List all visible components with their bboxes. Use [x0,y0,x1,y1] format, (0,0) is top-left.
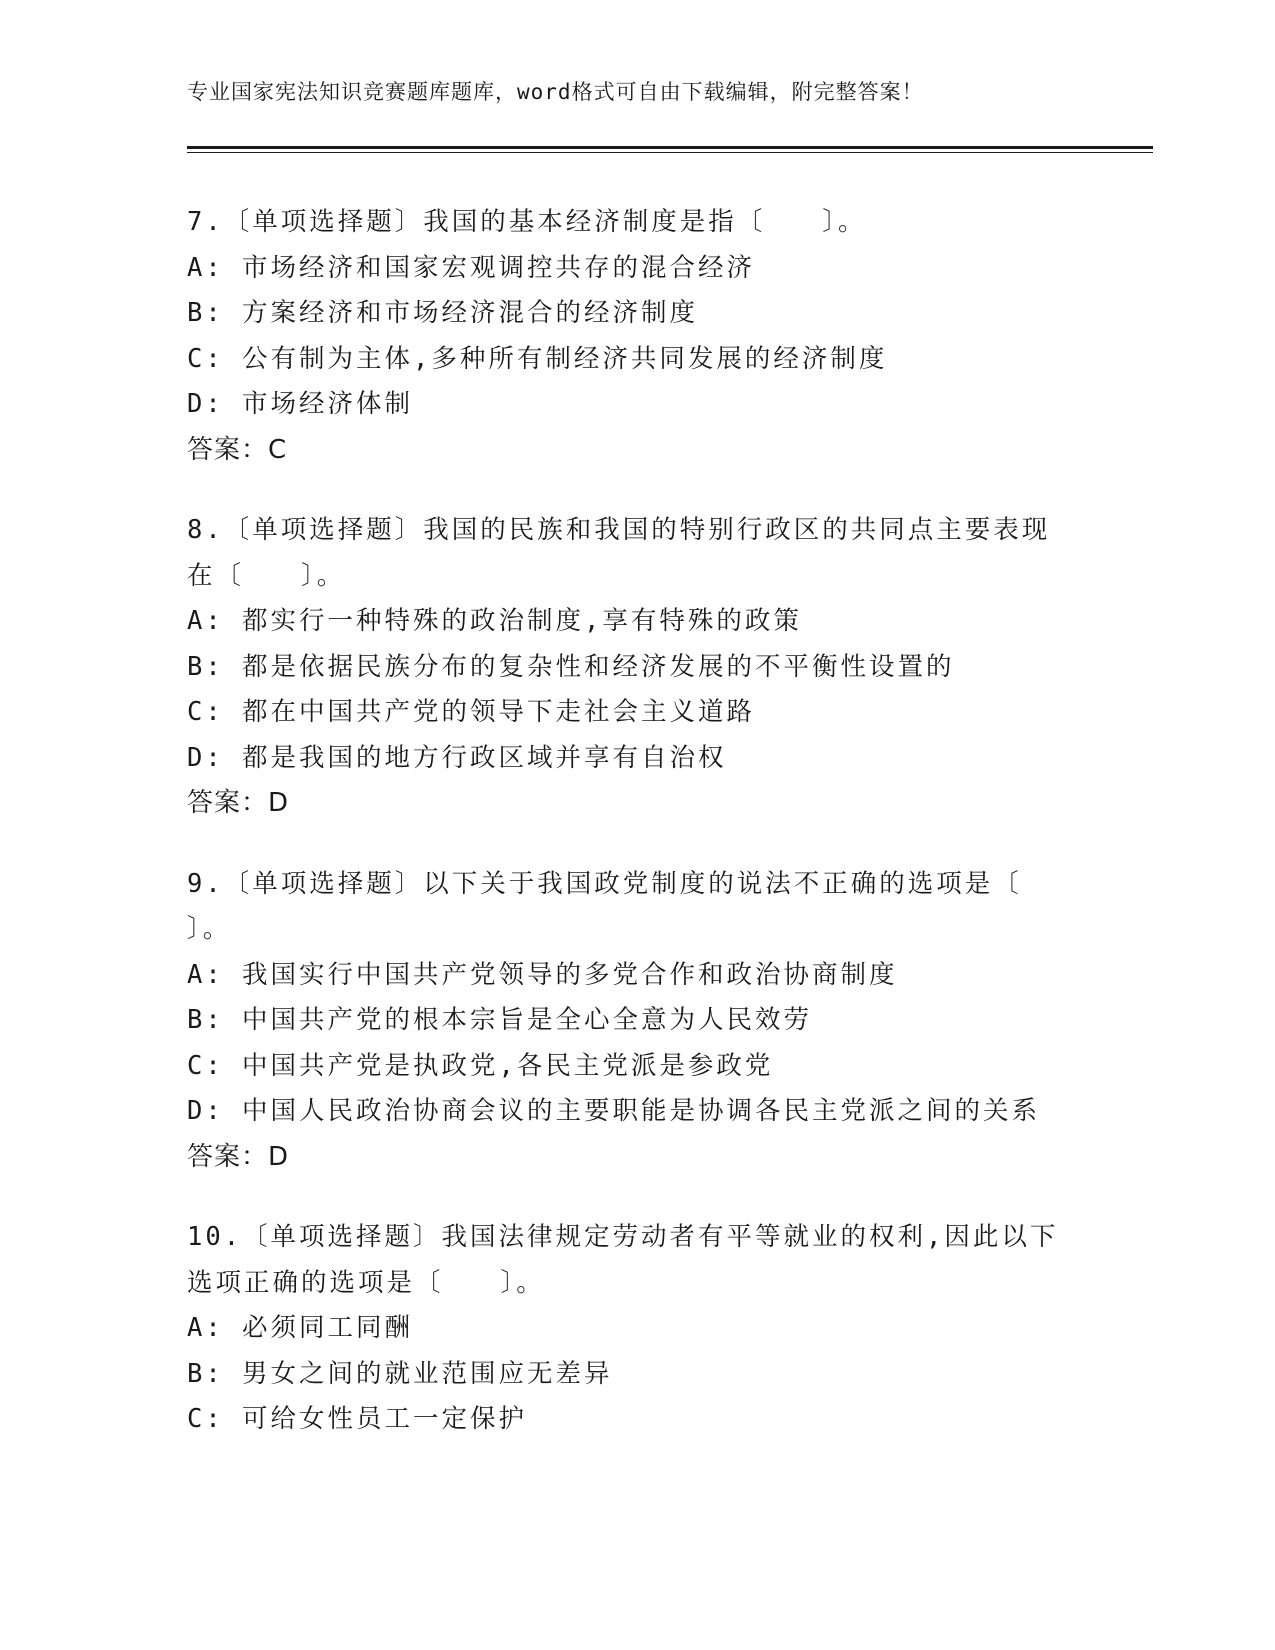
answer-key: 答案：D [187,788,290,818]
question-stem: 10.〔单项选择题〕我国法律规定劳动者有平等就业的权利,因此以下 [187,1222,1059,1252]
answer-option: A: 必须同工同酬 [187,1313,414,1343]
page-header: 专业国家宪法知识竞赛题库题库，word格式可自由下载编辑，附完整答案！ [187,80,924,104]
question-stem: 在〔 〕。 [187,560,346,591]
answer-key: 答案：D [187,1141,290,1172]
answer-option: B: 都是依据民族分布的复杂性和经济发展的不平衡性设置的 [187,651,955,682]
question-block [187,862,1067,1181]
answer-option: B: 男女之间的就业范围应无差异 [187,1358,613,1389]
answer-option: C: 中国共产党是执政党,各民主党派是参政党 [187,1050,774,1081]
answer-option: D: 中国人民政治协商会议的主要职能是协调各民主党派之间的关系 [187,1096,1041,1126]
question-stem: 7.〔单项选择题〕我国的基本经济制度是指〔 〕。 [187,207,867,237]
header-divider-thin [187,152,1153,153]
answer-option: C: 公有制为主体,多种所有制经济共同发展的经济制度 [187,343,888,374]
question-stem: 〕。 [187,914,232,944]
answer-option: A: 都实行一种特殊的政治制度,享有特殊的政策 [187,606,802,636]
answer-option: C: 可给女性员工一定保护 [187,1404,528,1434]
answer-option: C: 都在中国共产党的领导下走社会主义道路 [187,697,756,727]
question-list [187,200,1067,1478]
header-divider-thick [187,146,1153,149]
question-block [187,200,1067,473]
question-block [187,508,1067,827]
question-stem: 8.〔单项选择题〕我国的民族和我国的特别行政区的共同点主要表现 [187,515,1051,545]
question-stem: 选项正确的选项是〔 〕。 [187,1267,545,1298]
answer-option: D: 都是我国的地方行政区域并享有自治权 [187,742,727,773]
answer-option: A: 市场经济和国家宏观调控共存的混合经济 [187,252,756,283]
answer-option: B: 方案经济和市场经济混合的经济制度 [187,298,699,328]
answer-key: 答案：C [187,434,288,465]
answer-option: D: 市场经济体制 [187,389,414,419]
answer-option: A: 我国实行中国共产党领导的多党合作和政治协商制度 [187,959,898,990]
question-stem: 9.〔单项选择题〕以下关于我国政党制度的说法不正确的选项是〔 [187,868,1022,899]
question-block [187,1215,1067,1443]
answer-option: B: 中国共产党的根本宗旨是全心全意为人民效劳 [187,1005,813,1035]
